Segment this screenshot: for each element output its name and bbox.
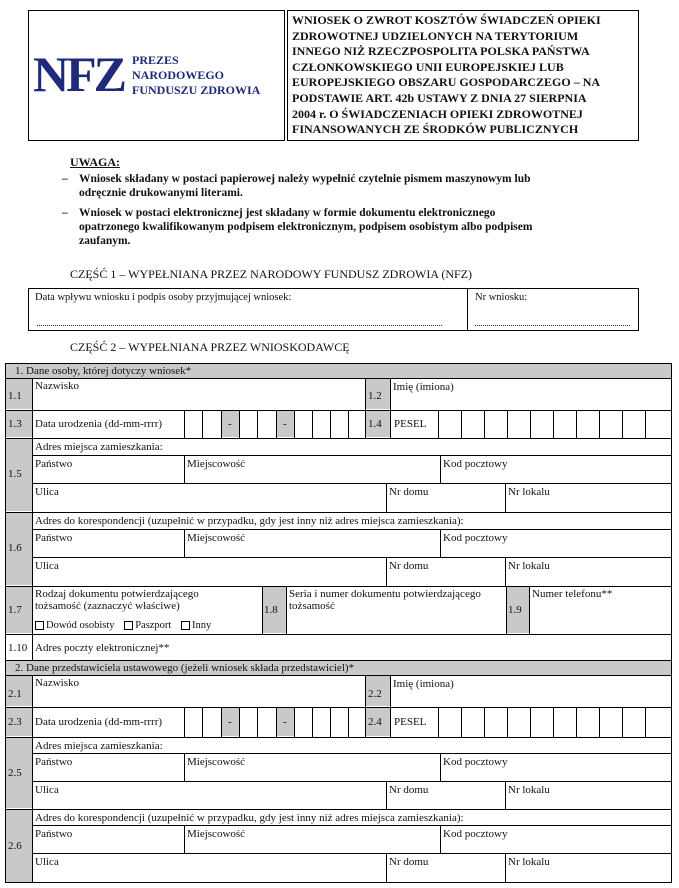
org-name: PREZES NARODOWEGO FUNDUSZU ZDROWIA [132,53,261,97]
part1-title: CZĘŚĆ 1 – WYPEŁNIANA PRZEZ NARODOWY FUNDUSZ ZDROWIA (NFZ) [70,267,472,281]
dob-cells[interactable] [184,410,365,438]
street-field[interactable] [33,572,385,585]
field-number: 2.4 [368,716,382,728]
part2-title: CZĘŚĆ 2 – WYPEŁNIANA PRZEZ WNIOSKODAWCĘ [70,340,350,354]
field-number: 2.3 [8,716,22,728]
document-title: WNIOSEK O ZWROT KOSZTÓW ŚWIADCZEŃ OPIEKI ZDROWOTNEJ UDZIELONYCH NA TERYTORIUM INNEGO NIŻ RZECZPOSPOLITA POLSKA PAŃSTWA CZŁONKOWSKIEGO UNII EUROPEJSKIEJ LUB EUROPEJSKIEGO OBSZARU GOSPODARCZEGO – NA PODSTAWIE ART. 42b USTAWY Z DNIA 27 SIERPNIA 2004 r. O ŚWIADCZENIACH OPIEKI ZDROWOTNEJ FINANSOWANYCH ZE ŚRODKÓW PUBLICZNYCH [292,13,601,137]
dob-label: Data urodzenia (dd-mm-rrrr) [35,716,163,728]
receipt-label: Data wpływu wniosku i podpis osoby przyjmującej wniosek: [35,292,292,303]
postal-code-label: Kod pocztowy [443,532,508,544]
id-document-options [35,620,211,632]
postal-code-field[interactable] [441,544,671,556]
first-names-label: Imię (imiona) [393,381,454,393]
notice-heading: UWAGA: [70,155,120,169]
surname-label: Nazwisko [35,380,79,392]
postal-code-label: Kod pocztowy [443,828,508,840]
house-number-label: Nr domu [389,784,429,796]
checkbox-id-card[interactable] [35,621,44,630]
part1-table [28,288,639,331]
country-field[interactable] [33,470,183,482]
city-label: Miejscowość [187,458,246,470]
rep-corr-flat-number-field[interactable] [506,868,671,881]
house-number-label: Nr domu [389,560,429,572]
id-document-type-label: Rodzaj dokumentu potwierdzającego tożsamość (zaznaczyć właściwe) [35,588,199,612]
country-label: Państwo [35,458,73,470]
street-label: Ulica [35,784,59,796]
country-label: Państwo [35,828,73,840]
field-number: 1.10 [8,642,28,654]
postal-code-label: Kod pocztowy [443,756,508,768]
residence-address-label: Adres miejsca zamieszkania: [35,740,163,752]
street-label: Ulica [35,560,59,572]
rep-house-number-field[interactable] [387,796,504,808]
field-number: 1.9 [508,604,522,616]
flat-number-label: Nr lokalu [508,784,550,796]
application-number-label: Nr wniosku: [475,292,528,303]
field-number: 1.5 [8,468,22,480]
residence-address-label: Adres miejsca zamieszkania: [35,441,163,453]
rep-corr-country-field[interactable] [33,840,183,852]
pesel-label: PESEL [394,716,427,728]
surname-field[interactable] [33,392,364,408]
country-label: Państwo [35,532,73,544]
rep-flat-number-field[interactable] [506,796,671,808]
phone-label: Numer telefonu** [532,588,613,600]
pesel-label: PESEL [394,418,427,430]
flat-number-label: Nr lokalu [508,856,550,868]
receipt-field[interactable] [37,325,442,326]
flat-number-label: Nr lokalu [508,560,550,572]
city-label: Miejscowość [187,532,246,544]
date-separator: - [228,716,232,728]
rep-first-names-field[interactable] [391,689,671,705]
field-number: 2.5 [8,767,22,779]
application-number-field[interactable] [475,325,630,326]
postal-code-label: Kod pocztowy [443,458,508,470]
rep-surname-field[interactable] [33,689,364,705]
rep-country-field[interactable] [33,768,183,780]
first-names-field[interactable] [391,392,671,408]
date-separator: - [283,716,287,728]
checkbox-other[interactable] [181,621,190,630]
street-label: Ulica [35,856,59,868]
country-field[interactable] [33,544,183,556]
postal-code-field[interactable] [441,470,671,482]
rep-city-field[interactable] [185,768,439,780]
rep-postal-code-field[interactable] [441,768,671,780]
rep-dob-cells[interactable] [184,707,365,737]
notice-item-2: – Wniosek w postaci elektronicznej jest składany w formie dokumentu elektronicznego opatrzonego kwalifikowanym podpisem elektronicznym, podpisem osobistym albo podpisem zaufanym. [62,207,533,247]
flat-number-label: Nr lokalu [508,486,550,498]
house-number-label: Nr domu [389,486,429,498]
phone-field[interactable] [530,602,671,632]
street-label: Ulica [35,486,59,498]
city-field[interactable] [185,470,439,482]
option-passport[interactable]: Paszport [124,620,171,631]
house-number-field[interactable] [387,572,504,585]
correspondence-address-label: Adres do korespondencji (uzupełnić w przypadku, gdy jest inny niż adres miejsca zamieszkania): [35,812,464,824]
field-number: 1.2 [368,390,382,402]
first-names-label: Imię (imiona) [393,678,454,690]
surname-label: Nazwisko [35,677,79,689]
section1-title: 1. Dane osoby, której dotyczy wniosek* [15,365,192,377]
notice-item-1: – Wniosek składany w postaci papierowej należy wypełnić czytelnie pismem maszynowym lub odręcznie drukowanymi literami. [62,173,531,199]
city-label: Miejscowość [187,828,246,840]
rep-pesel-cells[interactable] [438,707,671,737]
id-document-number-label: Seria i numer dokumentu potwierdzającego tożsamość [289,588,481,612]
document-title-box [287,10,639,141]
pesel-cells[interactable] [438,410,671,438]
option-id-card[interactable]: Dowód osobisty [35,620,115,631]
city-label: Miejscowość [187,756,246,768]
date-separator: - [228,418,232,430]
house-number-label: Nr domu [389,856,429,868]
rep-corr-house-number-field[interactable] [387,868,504,881]
field-number: 2.6 [8,840,22,852]
street-field[interactable] [33,498,385,511]
field-number: 1.6 [8,542,22,554]
field-number: 2.2 [368,688,382,700]
date-separator: - [283,418,287,430]
house-number-field[interactable] [387,498,504,511]
flat-number-field[interactable] [506,572,671,585]
field-number: 1.7 [8,604,22,616]
header-logo-box [28,10,285,141]
option-other[interactable]: Inny [181,620,211,631]
rep-corr-street-field[interactable] [33,868,385,881]
flat-number-field[interactable] [506,498,671,511]
field-number: 1.1 [8,390,22,402]
field-number: 2.1 [8,688,22,700]
rep-corr-postal-code-field[interactable] [441,840,671,852]
dob-label: Data urodzenia (dd-mm-rrrr) [35,418,163,430]
email-label: Adres poczty elektronicznej** [35,642,170,654]
checkbox-passport[interactable] [124,621,133,630]
email-field[interactable] [190,636,670,658]
correspondence-address-label: Adres do korespondencji (uzupełnić w przypadku, gdy jest inny niż adres miejsca zamieszkania): [35,515,464,527]
nfz-logo: NFZ [33,46,124,102]
field-number: 1.4 [368,418,382,430]
field-number: 1.8 [264,604,278,616]
country-label: Państwo [35,756,73,768]
rep-street-field[interactable] [33,796,385,808]
section2-title: 2. Dane przedstawiciela ustawowego (jeżeli wniosek składa przedstawiciel)* [15,662,355,674]
field-number: 1.3 [8,418,22,430]
rep-corr-city-field[interactable] [185,840,439,852]
city-field[interactable] [185,544,439,556]
id-document-number-field[interactable] [287,614,505,632]
